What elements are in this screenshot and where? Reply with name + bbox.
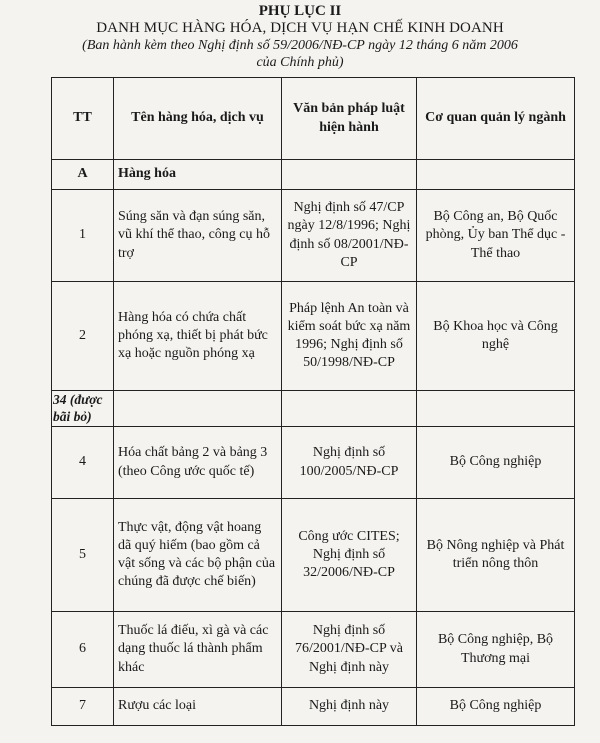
- table-row: [52, 499, 575, 612]
- column-header-tt: TT: [52, 78, 114, 160]
- row-tt: 2: [52, 282, 114, 391]
- table-row: [52, 190, 575, 282]
- table-row: [52, 688, 575, 726]
- row-legal-document: Nghị định số 47/CP ngày 12/8/1996; Nghị định số 08/2001/NĐ-CP: [282, 190, 417, 282]
- section-name: Hàng hóa: [114, 160, 282, 190]
- restricted-goods-table: [51, 77, 575, 726]
- row-tt: 4: [52, 427, 114, 499]
- row-goods-name: Súng săn và đạn súng săn, vũ khí thể thao, công cụ hỗ trợ: [114, 190, 282, 282]
- table-row: [52, 282, 575, 391]
- row-tt: 6: [52, 612, 114, 688]
- issuance-note-line2: của Chính phủ): [256, 55, 344, 70]
- row-goods-name: Thuốc lá điếu, xì gà và các dạng thuốc lá thành phẩm khác: [114, 612, 282, 688]
- row-managing-agency: Bộ Công an, Bộ Quốc phòng, Ủy ban Thể dục -Thể thao: [417, 190, 575, 282]
- section-tt: A: [52, 160, 114, 190]
- row-managing-agency: [417, 391, 575, 427]
- row-managing-agency: Bộ Nông nghiệp và Phát triển nông thôn: [417, 499, 575, 612]
- row-tt-removed: 34 (được bãi bỏ): [52, 391, 114, 427]
- row-goods-name: Hóa chất bảng 2 và bảng 3 (theo Công ước quốc tế): [114, 427, 282, 499]
- row-legal-document: Nghị định số 100/2005/NĐ-CP: [282, 427, 417, 499]
- row-legal-document: Pháp lệnh An toàn và kiểm soát bức xạ năm 1996; Nghị định số 50/1998/NĐ-CP: [282, 282, 417, 391]
- column-header-law: Văn bản pháp luật hiện hành: [282, 78, 417, 160]
- column-header-name: Tên hàng hóa, dịch vụ: [114, 78, 282, 160]
- row-goods-name: Rượu các loại: [114, 688, 282, 726]
- row-tt: 7: [52, 688, 114, 726]
- row-tt: 5: [52, 499, 114, 612]
- table-header-row: [52, 78, 575, 160]
- row-managing-agency: Bộ Khoa học và Công nghệ: [417, 282, 575, 391]
- table-row: [52, 612, 575, 688]
- appendix-subtitle: DANH MỤC HÀNG HÓA, DỊCH VỤ HẠN CHẾ KINH DOANH: [96, 20, 504, 36]
- empty-cell: [282, 160, 417, 190]
- row-managing-agency: Bộ Công nghiệp, Bộ Thương mại: [417, 612, 575, 688]
- row-goods-name: [114, 391, 282, 427]
- issuance-note-line1: (Ban hành kèm theo Nghị định số 59/2006/NĐ-CP ngày 12 tháng 6 năm 2006: [82, 38, 518, 53]
- row-managing-agency: Bộ Công nghiệp: [417, 688, 575, 726]
- table-row: [52, 427, 575, 499]
- row-tt: 1: [52, 190, 114, 282]
- section-row-a: [52, 160, 575, 190]
- row-legal-document: Nghị định này: [282, 688, 417, 726]
- row-managing-agency: Bộ Công nghiệp: [417, 427, 575, 499]
- table-row-removed: [52, 391, 575, 427]
- appendix-title: PHỤ LỤC II: [258, 3, 342, 19]
- row-goods-name: Thực vật, động vật hoang dã quý hiếm (bao gồm cả vật sống và các bộ phận của chúng đã được chế biến): [114, 499, 282, 612]
- row-legal-document: Công ước CITES; Nghị định số 32/2006/NĐ-CP: [282, 499, 417, 612]
- row-goods-name: Hàng hóa có chứa chất phóng xạ, thiết bị phát bức xạ hoặc nguồn phóng xạ: [114, 282, 282, 391]
- column-header-agency: Cơ quan quản lý ngành: [417, 78, 575, 160]
- row-legal-document: [282, 391, 417, 427]
- empty-cell: [417, 160, 575, 190]
- row-legal-document: Nghị định số 76/2001/NĐ-CP và Nghị định này: [282, 612, 417, 688]
